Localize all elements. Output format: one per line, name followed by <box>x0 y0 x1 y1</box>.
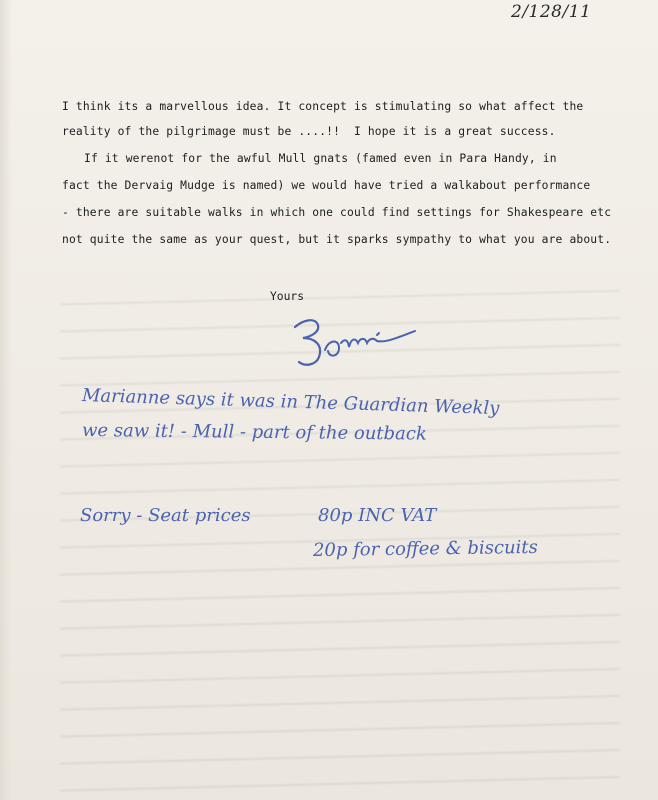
typed-line-1: I think its a marvellous idea. It concept is stimulating so what affect the <box>62 100 584 113</box>
typed-line-2: reality of the pilgrimage must be ....!! I hope it is a great success. <box>62 125 556 138</box>
reference-number: 2/128/11 <box>511 2 592 22</box>
typed-line-5: - there are suitable walks in which one could find settings for Shakespeare etc <box>62 206 612 219</box>
handwritten-note-3: Sorry - Seat prices <box>80 505 251 526</box>
closing-salutation: Yours <box>270 290 305 303</box>
handwritten-note-1: Marianne says it was in The Guardian Weekly <box>81 385 500 420</box>
typed-line-4: fact the Dervaig Mudge is named) we would have tried a walkabout performance <box>62 179 591 192</box>
handwritten-note-2: we saw it! - Mull - part of the outback <box>81 420 427 445</box>
handwritten-note-5: 20p for coffee & biscuits <box>312 536 538 561</box>
paper-edge-shadow <box>0 0 12 800</box>
typed-line-6: not quite the same as your quest, but it sparks sympathy to what you are about. <box>62 233 612 246</box>
handwritten-note-4: 80p INC VAT <box>318 505 437 526</box>
handwritten-signature <box>285 305 435 375</box>
typed-line-3: If it werenot for the awful Mull gnats (famed even in Para Handy, in <box>84 152 557 165</box>
